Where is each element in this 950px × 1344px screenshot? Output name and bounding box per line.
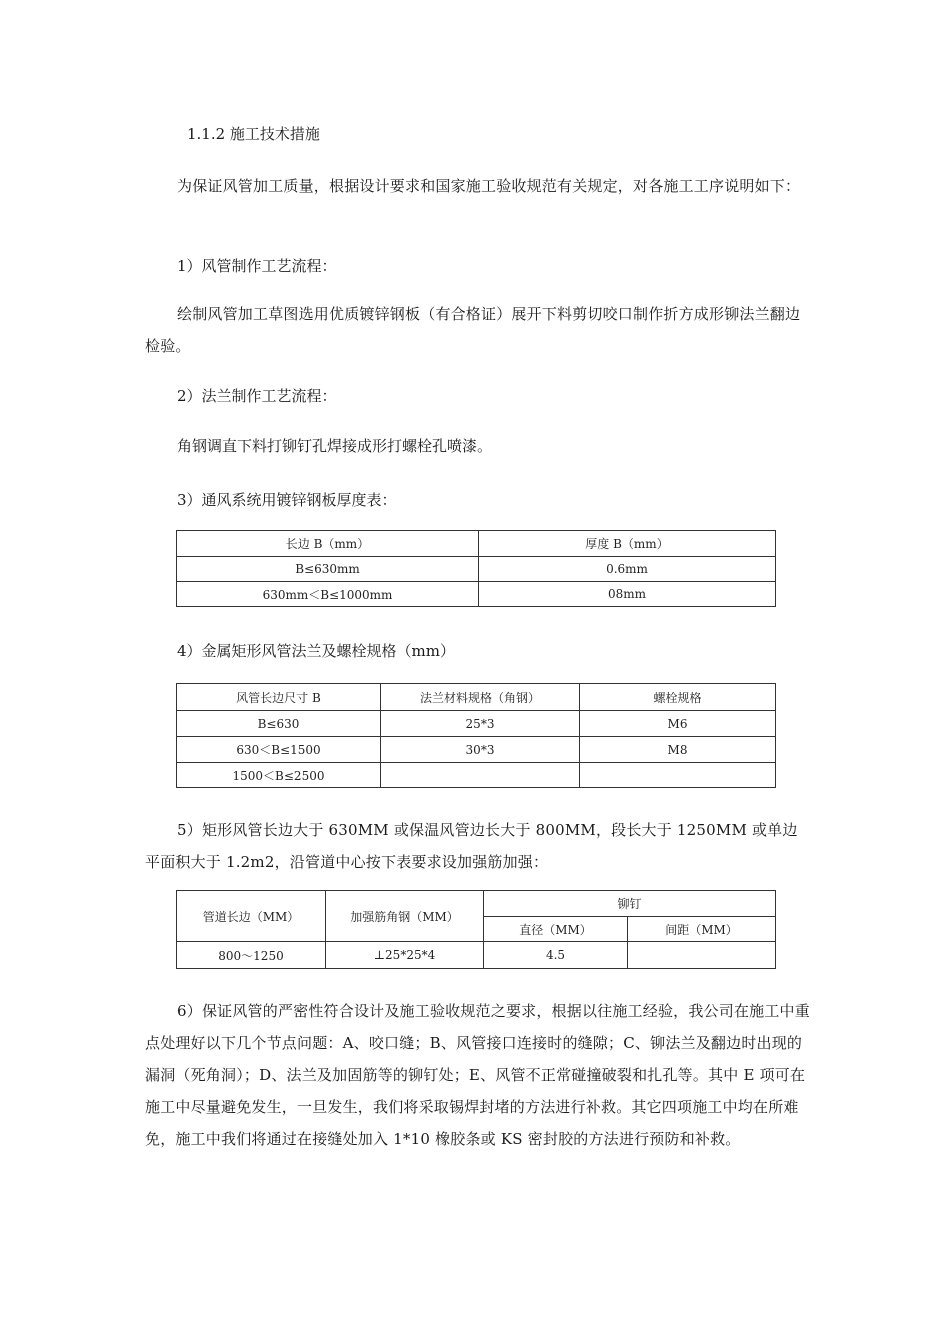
step1-title: 1）风管制作工艺流程： xyxy=(177,257,337,275)
step5-paragraph: 5）矩形风管长边大于 630MM 或保温风管边长大于 800MM，段长大于 1250MM 或单边平面积大于 1.2m2，沿管道中心按下表要求设加强筋加强： xyxy=(145,821,798,871)
table-cell: 4.5 xyxy=(484,942,628,969)
steel-thickness-table xyxy=(176,530,776,607)
step2-body: 角钢调直下料打铆钉孔焊接成形打螺栓孔喷漆。 xyxy=(177,437,493,455)
table-cell: 30*3 xyxy=(381,737,580,763)
table-cell: 800～1250 xyxy=(177,942,326,969)
step2-title: 2）法兰制作工艺流程： xyxy=(177,387,337,405)
intro-paragraph: 为保证风管加工质量，根据设计要求和国家施工验收规范有关规定，对各施工工序说明如下： xyxy=(177,177,801,195)
table-cell: ⊥25*25*4 xyxy=(326,942,484,969)
table-cell: 0.6mm xyxy=(479,557,776,582)
table-header: 风管长边尺寸 B xyxy=(177,684,381,711)
table-header: 法兰材料规格（角钢） xyxy=(381,684,580,711)
table-header: 加强筋角钢（MM） xyxy=(326,891,484,942)
table-cell: 1500＜B≤2500 xyxy=(177,763,381,788)
step4-title: 4）金属矩形风管法兰及螺栓规格（mm） xyxy=(177,642,455,660)
reinforcement-table xyxy=(176,890,776,969)
table-cell: 25*3 xyxy=(381,711,580,737)
step1-body: 绘制风管加工草图选用优质镀锌钢板（有合格证）展开下料剪切咬口制作折方成形铆法兰翻边检验。 xyxy=(145,305,801,355)
table-cell: M6 xyxy=(580,711,776,737)
step6-paragraph: 6）保证风管的严密性符合设计及施工验收规范之要求，根据以往施工经验，我公司在施工中重点处理好以下几个节点问题：A、咬口缝；B、风管接口连接时的缝隙；C、铆法兰及翻边时出现的漏洞（死角洞）；D、法兰及加固筋等的铆钉处；E、风管不正常碰撞破裂和扎孔等。其中 E 项可在施工中尽量避免发生，一旦发生，我们将采取锡焊封堵的方法进行补救。其它四项施工中均在所难免，施工中我们将通过在接缝处加入 1*10 橡胶条或 KS 密封胶的方法进行预防和补救。 xyxy=(145,1002,810,1148)
table-header: 铆钉 xyxy=(484,891,776,917)
table-header: 直径（MM） xyxy=(484,917,628,942)
table-header: 间距（MM） xyxy=(628,917,776,942)
table-cell: M8 xyxy=(580,737,776,763)
table-cell: B≤630 xyxy=(177,711,381,737)
step3-title: 3）通风系统用镀锌钢板厚度表： xyxy=(177,491,397,509)
table-cell xyxy=(381,763,580,788)
table-cell: 08mm xyxy=(479,582,776,607)
table-header: 螺栓规格 xyxy=(580,684,776,711)
table-cell: 630＜B≤1500 xyxy=(177,737,381,763)
table-cell: B≤630mm xyxy=(177,557,479,582)
section-heading: 1.1.2 施工技术措施 xyxy=(187,125,320,143)
table-header: 管道长边（MM） xyxy=(177,891,326,942)
table-cell xyxy=(628,942,776,969)
table-cell xyxy=(580,763,776,788)
table-header: 厚度 B（mm） xyxy=(479,531,776,557)
table-cell: 630mm＜B≤1000mm xyxy=(177,582,479,607)
table-header: 长边 B（mm） xyxy=(177,531,479,557)
flange-bolt-table xyxy=(176,683,776,788)
